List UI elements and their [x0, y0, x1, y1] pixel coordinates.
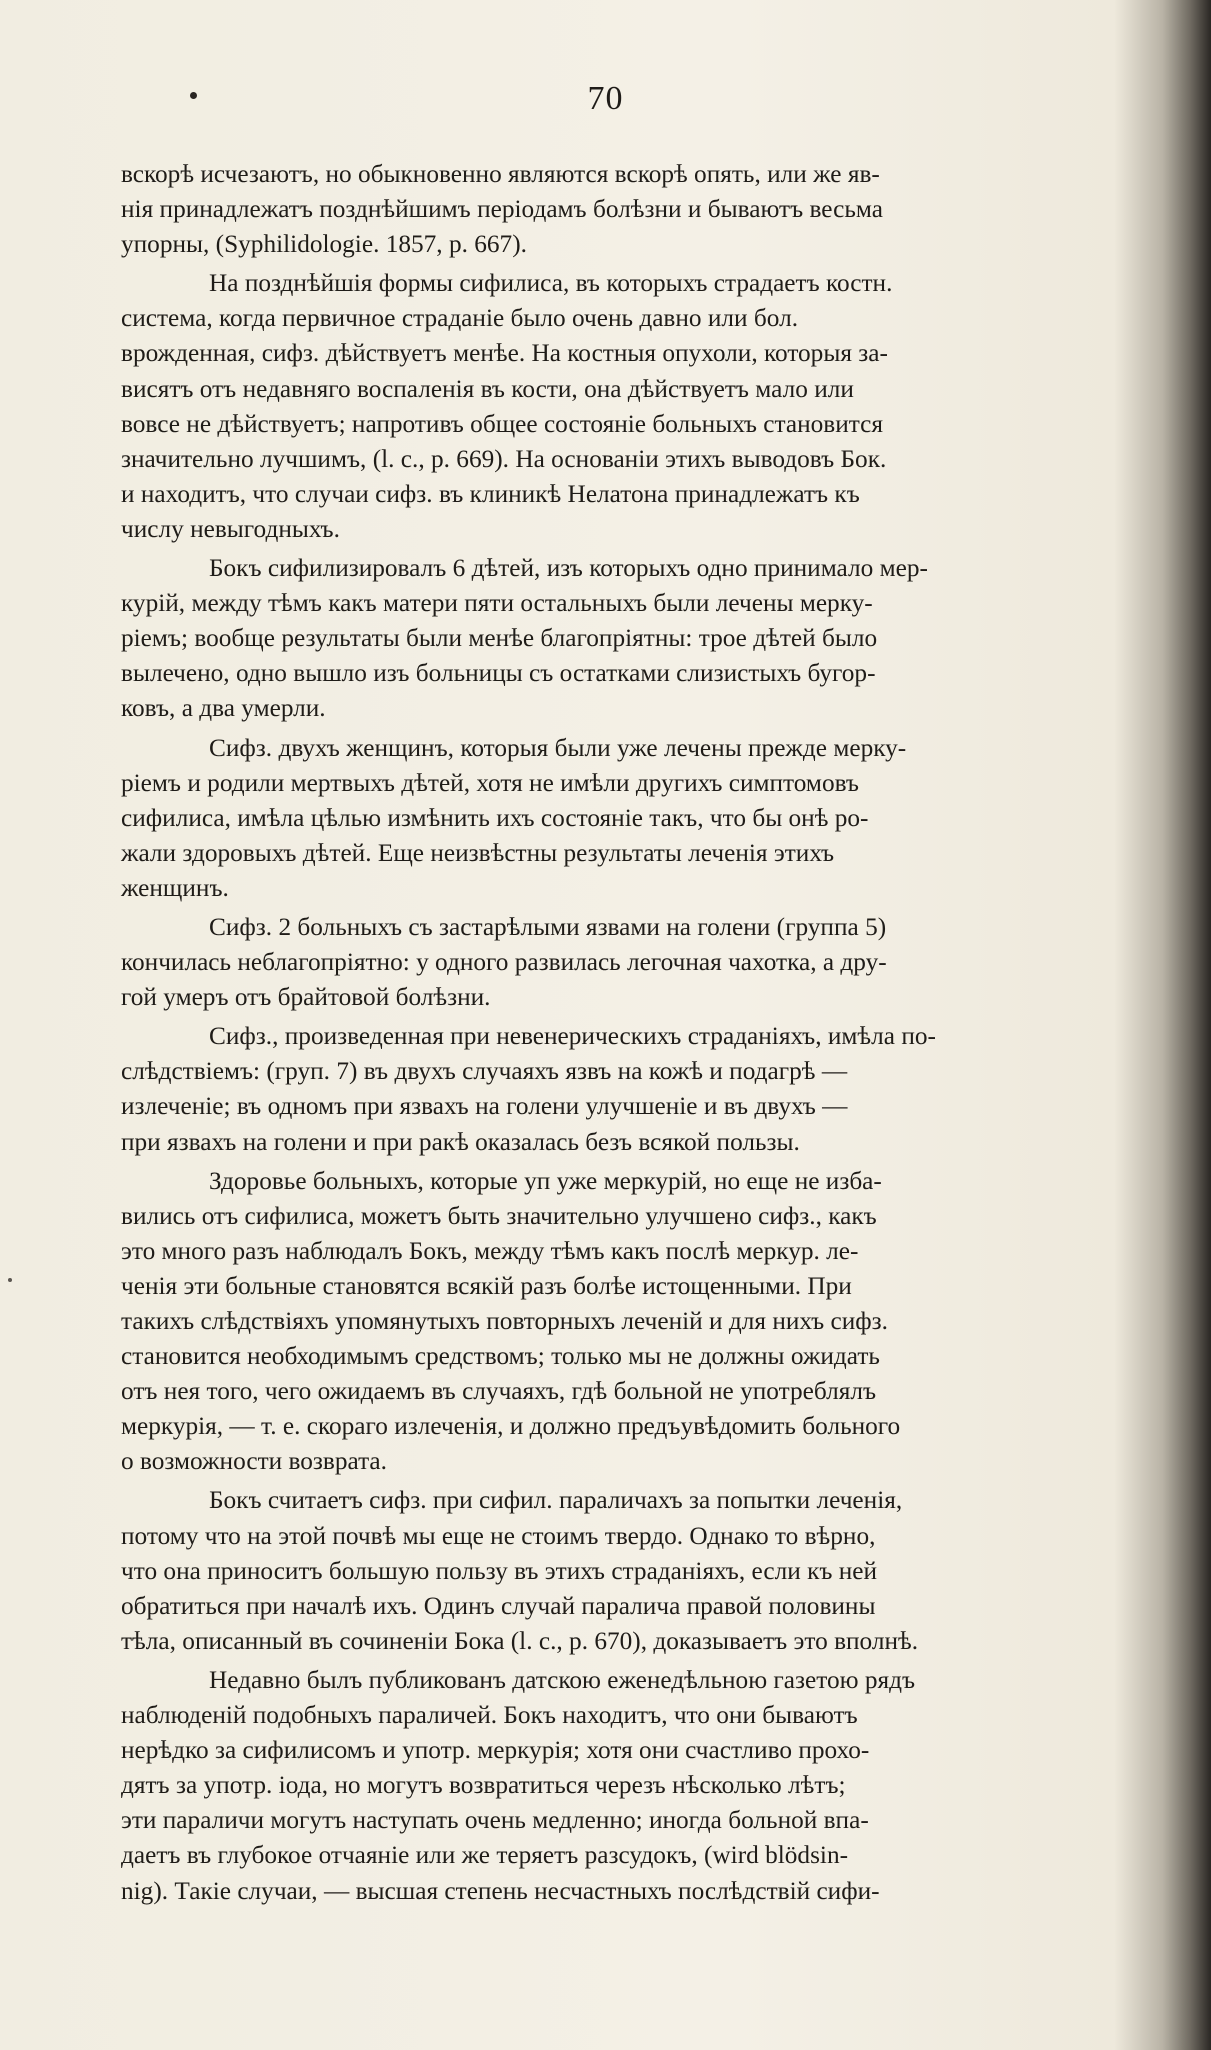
text-line: даетъ въ глубокое отчаяніе или же теряетъ разсудокъ, (wird blödsin- — [121, 1841, 849, 1870]
text-line: это много разъ наблюдалъ Бокъ, между тѣмъ какъ послѣ меркур. ле- — [121, 1236, 859, 1265]
text-line: отъ нея того, чего ожидаемъ въ случаяхъ, гдѣ больной не употреблялъ — [121, 1377, 877, 1406]
text-line: что она приноситъ большую пользу въ этихъ страданіяхъ, если къ ней — [121, 1556, 878, 1585]
text-line: жали здоровыхъ дѣтей. Еще неизвѣстны результаты леченія этихъ — [121, 838, 835, 867]
text-line: эти параличи могутъ наступать очень медленно; иногда больной впа- — [121, 1806, 869, 1835]
paragraph — [121, 266, 1177, 547]
text-line: вскорѣ исчезаютъ, но обыкновенно являются вскорѣ опять, или же яв- — [121, 160, 880, 188]
text-line: излеченіе; въ одномъ при язвахъ на голени улучшеніе и въ двухъ — — [121, 1092, 848, 1121]
text-line: женщинъ. — [121, 873, 229, 902]
text-line: значительно лучшимъ, (l. c., p. 669). На основаніи этихъ выводовъ Бок. — [121, 444, 887, 473]
paragraph — [121, 731, 1177, 906]
text-line: Сифз. 2 больныхъ съ застарѣлыми язвами на голени (группа 5) — [209, 912, 887, 941]
text-line: Бокъ считаетъ сифз. при сифил. параличахъ за попытки леченія, — [209, 1486, 903, 1515]
paragraph — [121, 1019, 1177, 1159]
text-line: Бокъ сифилизировалъ 6 дѣтей, изъ которыхъ одно принимало мер- — [209, 554, 928, 583]
text-line: Здоровье больныхъ, которые уп уже меркурій, но еще не изба- — [209, 1166, 882, 1195]
text-line: числу невыгодныхъ. — [121, 514, 340, 543]
text-line: Недавно былъ публикованъ датскою еженедѣльною газетою рядъ — [209, 1665, 916, 1694]
text-line: вылечено, одно вышло изъ больницы съ остатками слизистыхъ бугор- — [121, 659, 876, 688]
paragraph — [121, 1663, 1177, 1909]
text-line: и находитъ, что случаи сифз. въ клиникѣ Нелатона принадлежатъ къ — [121, 479, 860, 508]
text-line: ріемъ и родили мертвыхъ дѣтей, хотя не имѣли другихъ симптомовъ — [121, 768, 859, 797]
text-line: вовсе не дѣйствуетъ; напротивъ общее состояніе больныхъ становится — [121, 409, 884, 438]
text-line: ковъ, а два умерли. — [121, 694, 326, 723]
text-line: о возможности возврата. — [121, 1447, 387, 1476]
text-line: ріемъ; вообще результаты были менѣе благопріятны: трое дѣтей было — [121, 624, 878, 653]
text-line: упорны, (Syphilidologie. 1857, p. 667). — [121, 230, 527, 259]
text-line: такихъ слѣдствіяхъ упомянутыхъ повторныхъ леченій и для нихъ сифз. — [121, 1307, 888, 1335]
text-line: врожденная, сифз. дѣйствуетъ менѣе. На костныя опухоли, которыя за- — [121, 339, 888, 368]
text-line: слѣдствіемъ: (груп. 7) въ двухъ случаяхъ язвъ на кожѣ и подагрѣ — — [121, 1057, 848, 1086]
text-line: дятъ за употр. іода, но могутъ возвратиться черезъ нѣсколько лѣтъ; — [121, 1771, 846, 1800]
text-line: потому что на этой почвѣ мы еще не стоимъ твердо. Однако то вѣрно, — [121, 1521, 876, 1550]
paragraph — [121, 1164, 1177, 1480]
text-line: Сифз., произведенная при невенерическихъ страданіяхъ, имѣла по- — [209, 1022, 936, 1051]
text-line: нія принадлежатъ позднѣйшимъ періодамъ болѣзни и бываютъ весьма — [121, 195, 883, 224]
ink-speck — [8, 1278, 12, 1282]
text-line: при язвахъ на голени и при ракѣ оказалась безъ всякой пользы. — [121, 1127, 800, 1156]
text-line: меркурія, — т. е. скораго излеченія, и должно предъувѣдомить больного — [121, 1412, 901, 1441]
page-number: 70 — [587, 80, 624, 117]
text-line: наблюденій подобныхъ параличей. Бокъ находитъ, что они бываютъ — [121, 1701, 858, 1730]
text-line: тѣла, описанный въ сочиненіи Бока (l. c., p. 670), доказываетъ это вполнѣ. — [121, 1626, 919, 1655]
text-line: нерѣдко за сифилисомъ и употр. меркурія; хотя они счастливо прохо- — [121, 1736, 870, 1765]
text-line: система, когда первичное страданіе было очень давно или бол. — [121, 304, 799, 333]
text-line: вились отъ сифилиса, можетъ быть значительно улучшено сифз., какъ — [121, 1201, 877, 1230]
text-line: курій, между тѣмъ какъ матери пяти остальныхъ были лечены мерку- — [121, 589, 873, 618]
text-line: ченія эти больные становятся всякій разъ болѣе истощенными. При — [121, 1271, 852, 1300]
text-line: висятъ отъ недавняго воспаленія въ кости, она дѣйствуетъ мало или — [121, 374, 854, 403]
text-line: обратиться при началѣ ихъ. Одинъ случай паралича правой половины — [121, 1591, 876, 1620]
text-line: кончилась неблагопріятно: у одного развилась легочная чахотка, а дру- — [121, 948, 887, 977]
paragraph — [121, 1483, 1177, 1658]
text-line: nig). Такіе случаи, — высшая степень несчастныхъ послѣдствій сифи- — [121, 1876, 880, 1905]
text-line: Сифз. двухъ женщинъ, которыя были уже лечены прежде мерку- — [209, 733, 907, 762]
text-line: становится необходимымъ средствомъ; только мы не должны ожидать — [121, 1342, 880, 1371]
text-line: гой умеръ отъ брайтовой болѣзни. — [121, 983, 491, 1012]
paragraph — [121, 910, 1177, 1015]
document-body — [121, 157, 1177, 1913]
paragraph — [121, 157, 1177, 262]
paragraph — [121, 551, 1177, 726]
text-line: На позднѣйшія формы сифилиса, въ которыхъ страдаетъ костн. — [209, 269, 893, 298]
text-line: сифилиса, имѣла цѣлью измѣнить ихъ состояніе такъ, что бы онѣ ро- — [121, 803, 869, 832]
